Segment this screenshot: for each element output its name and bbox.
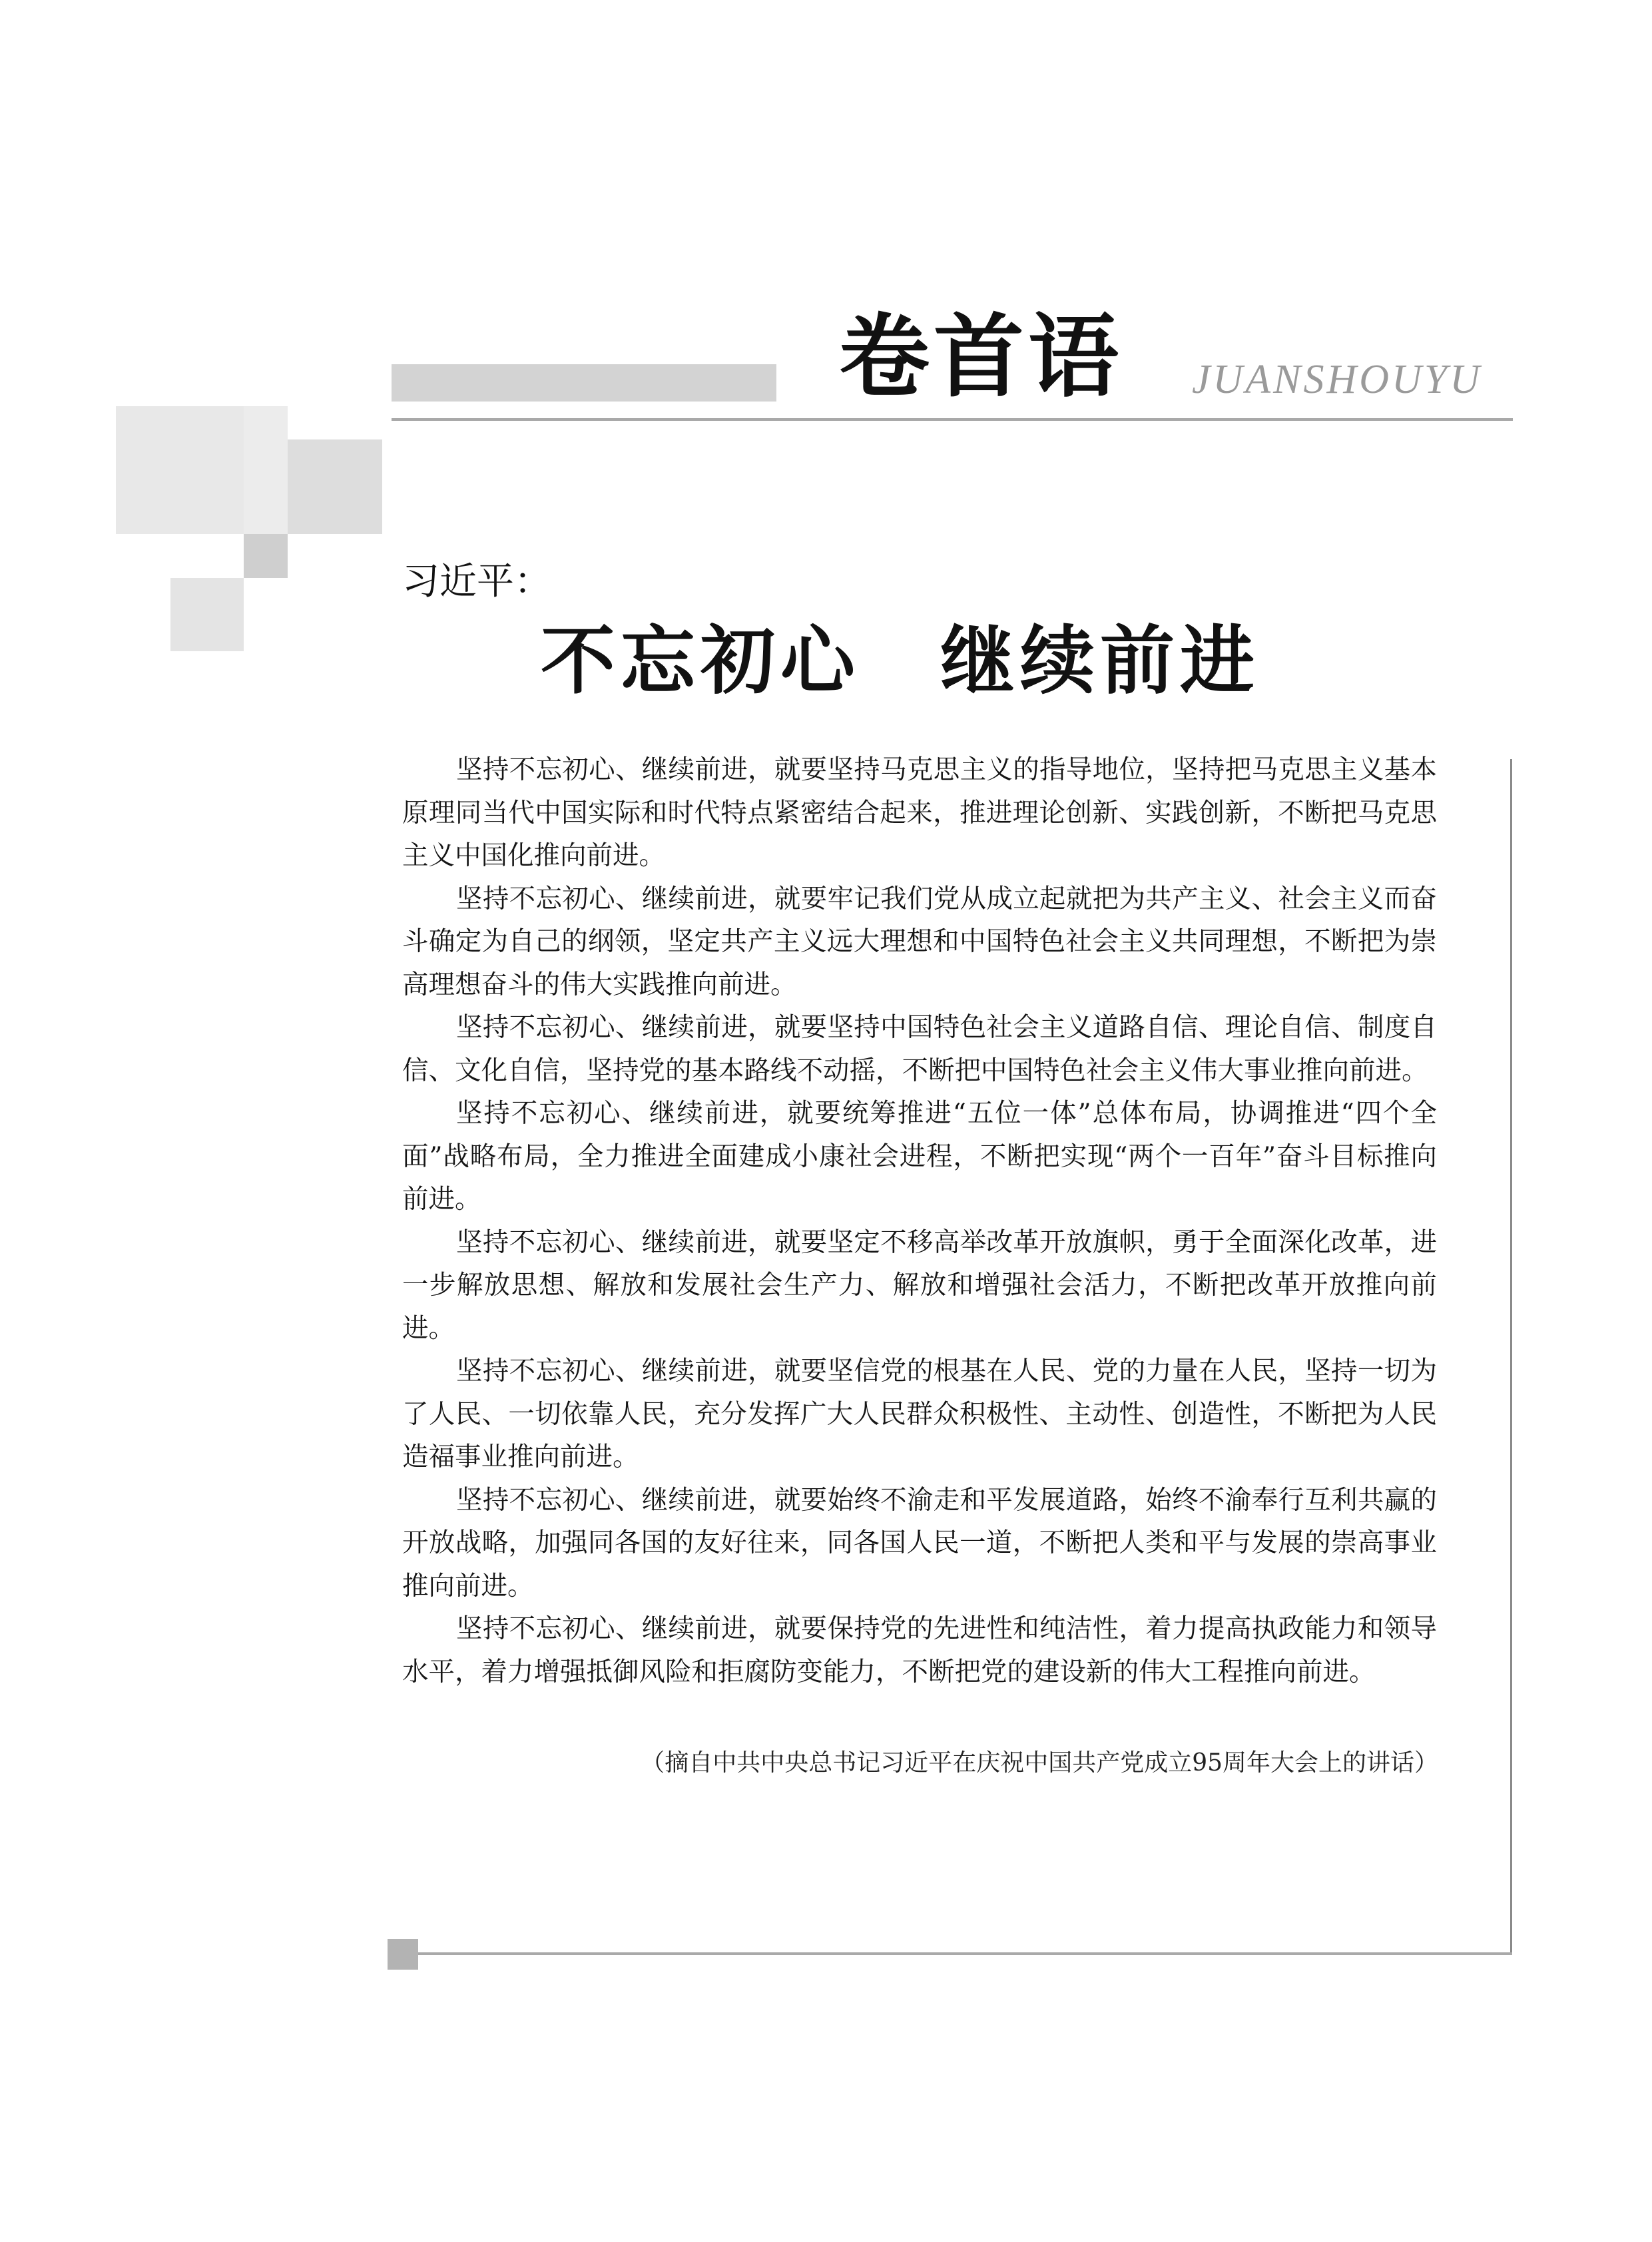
decorative-block bbox=[288, 439, 382, 534]
header-bar bbox=[392, 364, 776, 402]
paragraph: 坚持不忘初心、继续前进，就要牢记我们党从成立起就把为共产主义、社会主义而奋斗确定为自己的纲领，坚定共产主义远大理想和中国特色社会主义共同理想，不断把为崇高理想奋斗的伟大实践推向前进。 bbox=[402, 883, 1437, 1000]
header-divider bbox=[392, 418, 1513, 421]
paragraph: 坚持不忘初心、继续前进，就要坚持中国特色社会主义道路自信、理论自信、制度自信、文化自信，坚持党的基本路线不动摇，不断把中国特色社会主义伟大事业推向前进。 bbox=[402, 1012, 1437, 1086]
paragraph: 坚持不忘初心、继续前进，就要坚信党的根基在人民、党的力量在人民，坚持一切为了人民、一切依靠人民，充分发挥广大人民群众积极性、主动性、创造性，不断把为人民造福事业推向前进。 bbox=[402, 1356, 1437, 1472]
article-author: 习近平： bbox=[402, 560, 551, 603]
frame-right-rule bbox=[1510, 759, 1512, 1955]
decorative-block bbox=[244, 406, 288, 534]
decorative-block bbox=[116, 406, 244, 534]
section-subtitle: JUANSHOUYU bbox=[1192, 357, 1483, 402]
article-source: （摘自中共中央总书记习近平在庆祝中国共产党成立95周年大会上的讲话） bbox=[641, 1749, 1438, 1777]
paragraph: 坚持不忘初心、继续前进，就要始终不渝走和平发展道路，始终不渝奉行互利共赢的开放战略，加强同各国的友好往来，同各国人民一道，不断把人类和平与发展的崇高事业推向前进。 bbox=[402, 1484, 1437, 1601]
article-headline: 不忘初心 继续前进 bbox=[541, 617, 1260, 704]
paragraph: 坚持不忘初心、继续前进，就要坚定不移高举改革开放旗帜，勇于全面深化改革，进一步解放思想、解放和发展社会生产力、解放和增强社会活力，不断把改革开放推向前进。 bbox=[402, 1227, 1437, 1344]
section-title: 卷首语 bbox=[839, 305, 1123, 410]
paragraph: 坚持不忘初心、继续前进，就要保持党的先进性和纯洁性，着力提高执政能力和领导水平，着力增强抵御风险和拒腐防变能力，不断把党的建设新的伟大工程推向前进。 bbox=[402, 1613, 1437, 1687]
frame-bottom-rule bbox=[418, 1952, 1512, 1955]
decorative-block bbox=[170, 578, 244, 651]
paragraph: 坚持不忘初心、继续前进，就要坚持马克思主义的指导地位，坚持把马克思主义基本原理同当代中国实际和时代特点紧密结合起来，推进理论创新、实践创新，不断把马克思主义中国化推向前进。 bbox=[402, 754, 1437, 871]
article-body bbox=[402, 748, 1437, 1693]
paragraph: 坚持不忘初心、继续前进，就要统筹推进“五位一体”总体布局，协调推进“四个全面”战略布局，全力推进全面建成小康社会进程，不断把实现“两个一百年”奋斗目标推向前进。 bbox=[402, 1098, 1437, 1215]
corner-square bbox=[388, 1939, 418, 1970]
decorative-block bbox=[244, 534, 288, 578]
